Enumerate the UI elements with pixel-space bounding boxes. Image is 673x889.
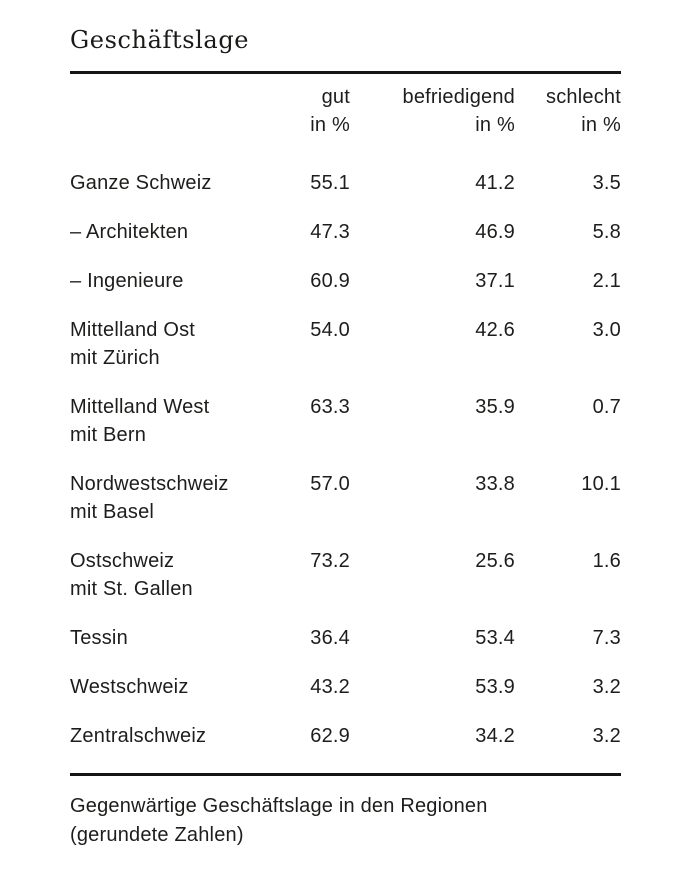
table-row xyxy=(70,267,621,316)
column-label: gut xyxy=(321,86,350,108)
row-label-line-1: Westschweiz xyxy=(70,676,189,698)
cell-schlecht: 7.3 xyxy=(592,627,621,649)
cell-schlecht: 10.1 xyxy=(581,473,621,495)
row-label-line-1: Ganze Schweiz xyxy=(70,172,212,194)
cell-schlecht: 1.6 xyxy=(592,550,621,572)
cell-schlecht: 3.0 xyxy=(592,319,621,341)
row-label-line-1: Tessin xyxy=(70,627,128,649)
table-row xyxy=(70,169,621,218)
cell-gut: 60.9 xyxy=(310,270,350,292)
row-label-line-2: mit Bern xyxy=(70,424,147,446)
table-row xyxy=(70,547,621,624)
cell-schlecht: 3.5 xyxy=(592,172,621,194)
row-label-line-1: – Architekten xyxy=(70,221,189,243)
row-label-line-2: mit Zürich xyxy=(70,347,160,369)
table-title: Geschäftslage xyxy=(70,26,250,54)
table-row xyxy=(70,673,621,722)
cell-schlecht: 0.7 xyxy=(592,396,621,418)
table-row xyxy=(70,624,621,673)
column-unit: in % xyxy=(310,114,350,136)
caption-line-2: (gerundete Zahlen) xyxy=(70,824,244,846)
row-label-line-1: Mittelland West xyxy=(70,396,210,418)
row-label xyxy=(70,169,250,218)
column-header-befriedigend xyxy=(350,74,515,169)
row-label-line-1: Ostschweiz xyxy=(70,550,175,572)
cell-gut: 43.2 xyxy=(310,676,350,698)
caption-line-1: Gegenwärtige Geschäftslage in den Regionen xyxy=(70,795,488,817)
row-label-line-1: – Ingenieure xyxy=(70,270,184,292)
business-situation-table xyxy=(70,74,621,773)
cell-befriedigend: 53.4 xyxy=(475,627,515,649)
header-row xyxy=(70,74,621,169)
table-row xyxy=(70,470,621,547)
cell-befriedigend: 37.1 xyxy=(475,270,515,292)
cell-gut: 47.3 xyxy=(310,221,350,243)
row-label-line-2: mit St. Gallen xyxy=(70,578,193,600)
table-row xyxy=(70,722,621,773)
cell-gut: 54.0 xyxy=(310,319,350,341)
table-body xyxy=(70,169,621,773)
row-label xyxy=(70,470,250,547)
row-label-line-1: Mittelland Ost xyxy=(70,319,196,341)
cell-befriedigend: 46.9 xyxy=(475,221,515,243)
row-label-line-1: Zentralschweiz xyxy=(70,725,207,747)
cell-gut: 63.3 xyxy=(310,396,350,418)
row-label-line-1: Nordwestschweiz xyxy=(70,473,229,495)
row-label xyxy=(70,316,250,393)
cell-schlecht: 3.2 xyxy=(592,725,621,747)
cell-gut: 55.1 xyxy=(310,172,350,194)
column-label: schlecht xyxy=(546,86,621,108)
cell-befriedigend: 53.9 xyxy=(475,676,515,698)
row-label xyxy=(70,624,250,673)
cell-befriedigend: 42.6 xyxy=(475,319,515,341)
table-row xyxy=(70,316,621,393)
cell-schlecht: 2.1 xyxy=(592,270,621,292)
cell-schlecht: 5.8 xyxy=(592,221,621,243)
cell-befriedigend: 35.9 xyxy=(475,396,515,418)
cell-befriedigend: 34.2 xyxy=(475,725,515,747)
cell-gut: 57.0 xyxy=(310,473,350,495)
header-spacer xyxy=(70,74,250,169)
row-label xyxy=(70,218,250,267)
table-row xyxy=(70,218,621,267)
cell-schlecht: 3.2 xyxy=(592,676,621,698)
row-label xyxy=(70,267,250,316)
column-label: befriedigend xyxy=(402,86,515,108)
bottom-rule xyxy=(70,773,621,776)
column-header-schlecht xyxy=(515,74,621,169)
cell-gut: 62.9 xyxy=(310,725,350,747)
table-caption xyxy=(70,792,621,850)
row-label xyxy=(70,722,250,773)
row-label xyxy=(70,393,250,470)
column-header-gut xyxy=(250,74,350,169)
cell-befriedigend: 33.8 xyxy=(475,473,515,495)
cell-gut: 36.4 xyxy=(310,627,350,649)
cell-befriedigend: 25.6 xyxy=(475,550,515,572)
row-label-line-2: mit Basel xyxy=(70,501,155,523)
table-row xyxy=(70,393,621,470)
column-unit: in % xyxy=(581,114,621,136)
column-unit: in % xyxy=(475,114,515,136)
row-label xyxy=(70,673,250,722)
cell-befriedigend: 41.2 xyxy=(475,172,515,194)
row-label xyxy=(70,547,250,624)
cell-gut: 73.2 xyxy=(310,550,350,572)
